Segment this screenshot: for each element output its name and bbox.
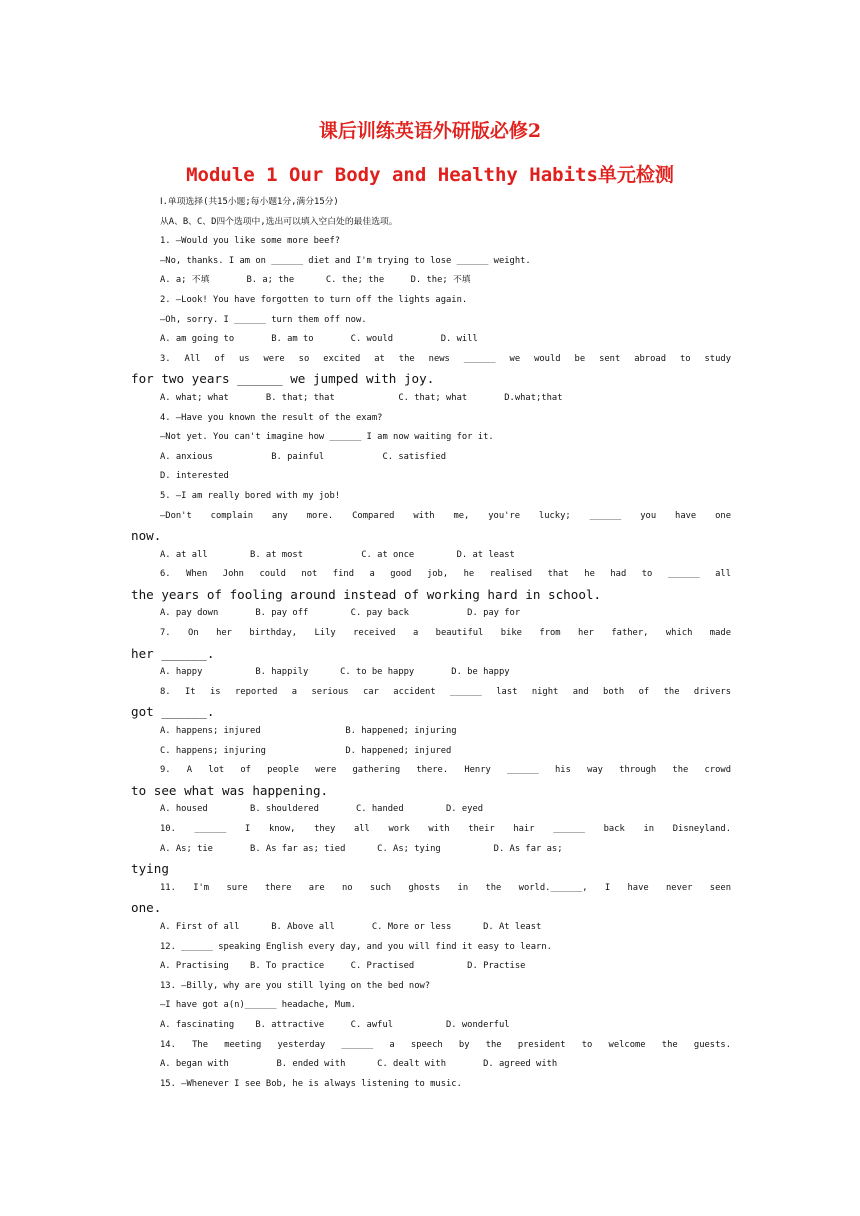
- text-line: 11. I'm sure there are no such ghosts in the world.______, I have never seen: [160, 882, 731, 893]
- text-line: now.: [131, 528, 162, 544]
- text-line: 6. When John could not find a good job, he realised that he had to ______ all: [160, 569, 731, 580]
- text-line: for two years ______ we jumped with joy.: [131, 371, 435, 387]
- text-line: 10. ______ I know, they all work with their hair ______ back in Disneyland.: [160, 824, 731, 834]
- text-line: A. happy B. happily C. to be happy D. be happy: [160, 667, 510, 678]
- text-line: 12. ______ speaking English every day, and you will find it easy to learn.: [160, 941, 552, 952]
- text-line: —I have got a(n)______ headache, Mum.: [160, 1000, 356, 1011]
- text-line: A. pay down B. pay off C. pay back D. pay for: [160, 608, 521, 619]
- text-line: A. at all B. at most C. at once D. at least: [160, 549, 515, 560]
- text-line: A. anxious B. painful C. satisfied: [160, 451, 446, 462]
- text-line: —Don't complain any more. Compared with me, you're lucky; ______ you have one: [160, 510, 731, 521]
- text-line: A. fascinating B. attractive C. awful D. wonderful: [160, 1019, 510, 1030]
- text-line: A. happens; injured B. happened; injuring: [160, 726, 457, 737]
- text-line: D. interested: [160, 471, 229, 482]
- document-subtitle: Module 1 Our Body and Healthy Habits单元检测: [186, 164, 674, 186]
- text-line: A. began with B. ended with C. dealt with D. agreed with: [160, 1059, 558, 1070]
- text-line: C. happens; injuring D. happened; injured: [160, 745, 452, 756]
- text-line: 8. It is reported a serious car accident ______ last night and both of the drivers: [160, 686, 731, 697]
- text-line: 9. A lot of people were gathering there. Henry ______ his way through the crowd: [160, 765, 731, 776]
- text-line: —Not yet. You can't imagine how ______ I am now waiting for it.: [160, 432, 494, 443]
- text-line: —No, thanks. I am on ______ diet and I'm trying to lose ______ weight.: [160, 255, 531, 266]
- text-line: 15. —Whenever I see Bob, he is always listening to music.: [160, 1078, 462, 1089]
- text-line: 7. On her birthday, Lily received a beautiful bike from her father, which made: [160, 628, 731, 639]
- text-line: her ______.: [131, 645, 215, 661]
- text-line: A. housed B. shouldered C. handed D. eyed: [160, 804, 484, 815]
- text-line: 5. —I am really bored with my job!: [160, 490, 341, 501]
- text-line: A. am going to B. am to C. would D. will: [160, 334, 478, 345]
- text-line: A. a; 不填 B. a; the C. the; the D. the; 不填: [160, 275, 471, 286]
- text-line: got ______.: [131, 704, 215, 720]
- text-line: 从A、B、C、D四个选项中,选出可以填入空白处的最佳选项。: [160, 216, 398, 227]
- text-line: 2. —Look! You have forgotten to turn off the lights again.: [160, 294, 468, 305]
- text-line: A. First of all B. Above all C. More or less D. At least: [160, 921, 542, 932]
- text-line: —Oh, sorry. I ______ turn them off now.: [160, 314, 367, 325]
- text-line: 14. The meeting yesterday ______ a speech by the president to welcome the guests.: [160, 1039, 731, 1050]
- text-line: A. Practising B. To practice C. Practised D. Practise: [160, 961, 526, 972]
- text-line: A. As; tie B. As far as; tied C. As; tying D. As far as;: [160, 843, 563, 854]
- text-line: 3. All of us were so excited at the news ______ we would be sent abroad to study: [160, 353, 731, 364]
- text-line: Ⅰ.单项选择(共15小题;每小题1分,满分15分): [160, 197, 339, 207]
- question-body: [131, 193, 731, 1094]
- text-line: to see what was happening.: [131, 782, 329, 798]
- text-line: the years of fooling around instead of working hard in school.: [131, 586, 602, 602]
- text-line: one.: [131, 900, 162, 916]
- text-line: 4. —Have you known the result of the exam?: [160, 412, 383, 423]
- text-line: 1. —Would you like some more beef?: [160, 236, 341, 247]
- document-title: 课后训练英语外研版必修2: [318, 120, 542, 142]
- text-line: tying: [131, 861, 169, 877]
- text-line: A. what; what B. that; that C. that; what D.what;that: [160, 392, 563, 403]
- text-line: 13. —Billy, why are you still lying on the bed now?: [160, 980, 431, 991]
